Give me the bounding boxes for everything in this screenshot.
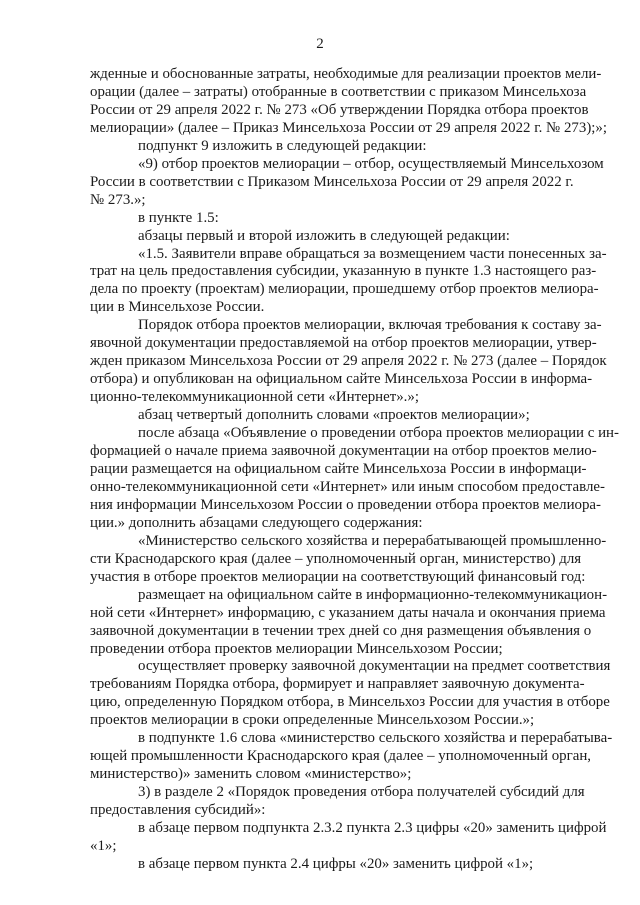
text-line: «9) отбор проектов мелиорации – отбор, осуществляемый Минсельхозом	[138, 155, 604, 172]
paragraph	[90, 66, 620, 138]
text-line: абзацы первый и второй изложить в следующей редакции:	[138, 227, 510, 244]
text-line: формацией о начале приема заявочной документации на отбор проектов мелио-	[90, 443, 597, 460]
paragraph	[90, 784, 620, 820]
text-line: «Министерство сельского хозяйства и перерабатывающей промышленно-	[138, 532, 607, 549]
text-line: онно-телекоммуникационной сети «Интернет» или иным способом предоставле-	[90, 478, 605, 495]
text-line: размещает на официальном сайте в информационно-телекоммуникацион-	[138, 586, 608, 603]
text-line: отбора) и опубликован на официальном сайте Минсельхоза России в информа-	[90, 371, 593, 388]
paragraph	[90, 317, 620, 407]
text-line: подпункт 9 изложить в следующей редакции:	[138, 137, 427, 154]
text-line: дела по проекту (проектам) мелиорации, прошедшему отбор проектов мелиора-	[90, 281, 599, 298]
paragraph	[90, 138, 620, 156]
text-line: министерство)» заменить словом «министерство»;	[90, 766, 412, 783]
text-line: № 273.»;	[90, 191, 146, 208]
text-line: абзац четвертый дополнить словами «проектов мелиорации»;	[138, 407, 530, 424]
text-line: жденные и обоснованные затраты, необходимые для реализации проектов мели-	[90, 66, 602, 82]
text-line: в абзаце первом пункта 2.4 цифры «20» заменить цифрой «1»;	[138, 855, 534, 872]
text-line: предоставления субсидий»:	[90, 802, 266, 819]
text-line: «1.5. Заявители вправе обращаться за возмещением части понесенных за-	[138, 245, 607, 262]
text-line: ния информации Минсельхозом России о проведении отбора проектов мелиора-	[90, 496, 601, 513]
paragraph	[90, 533, 620, 587]
paragraph	[90, 587, 620, 659]
paragraph	[90, 228, 620, 246]
paragraph	[90, 425, 620, 533]
text-line: ционно-телекоммуникационной сети «Интернет».»;	[90, 389, 419, 406]
text-line: проведении отбора проектов мелиорации Минсельхозом России;	[90, 640, 503, 657]
text-line: после абзаца «Объявление о проведении отбора проектов мелиорации с ин-	[138, 425, 619, 442]
text-line: Порядок отбора проектов мелиорации, включая требования к составу за-	[138, 317, 602, 334]
text-line: сти Краснодарского края (далее – уполномоченный орган, министерство) для	[90, 550, 582, 567]
paragraph	[90, 407, 620, 425]
text-line: осуществляет проверку заявочной документации на предмет соответствия	[138, 658, 611, 675]
text-line: в абзаце первом подпункта 2.3.2 пункта 2.3 цифры «20» заменить цифрой	[138, 820, 607, 837]
text-line: «1»;	[90, 837, 117, 854]
text-line: в подпункте 1.6 слова «министерство сельского хозяйства и перерабатыва-	[138, 730, 613, 747]
text-line: ции.» дополнить абзацами следующего содержания:	[90, 514, 423, 531]
text-line: мелиорации» (далее – Приказ Минсельхоза России от 29 апреля 2022 г. № 273);»;	[90, 119, 608, 136]
paragraph	[90, 856, 620, 874]
document-body	[90, 66, 620, 874]
text-line: ной сети «Интернет» информацию, с указанием даты начала и окончания приема	[90, 604, 606, 621]
paragraph	[90, 210, 620, 228]
text-line: 3) в разделе 2 «Порядок проведения отбора получателей субсидий для	[138, 784, 585, 801]
text-line: явочной документации предоставляемой на отбор проектов мелиорации, утвер-	[90, 335, 597, 352]
text-line: цию, определенную Порядком отбора, в Минсельхоз России для участия в отборе	[90, 694, 610, 711]
text-line: проектов мелиорации в сроки определенные Минсельхозом России.»;	[90, 712, 535, 729]
paragraph	[90, 156, 620, 210]
text-line: участия в отборе проектов мелиорации на соответствующий финансовый год:	[90, 568, 586, 585]
paragraph	[90, 658, 620, 730]
text-line: заявочной документации в течении трех дней со дня размещения объявления о	[90, 622, 592, 639]
text-line: в пункте 1.5:	[138, 209, 219, 226]
text-line: рации размещается на официальном сайте Минсельхоза России в информаци-	[90, 460, 587, 477]
paragraph	[90, 246, 620, 318]
text-line: России в соответствии с Приказом Минсельхоза России от 29 апреля 2022 г.	[90, 173, 574, 190]
text-line: России от 29 апреля 2022 г. № 273 «Об утверждении Порядка отбора проектов	[90, 101, 589, 118]
text-line: требованиям Порядка отбора, формирует и направляет заявочную документа-	[90, 676, 585, 693]
text-line: ющей промышленности Краснодарского края (далее – уполномоченный орган,	[90, 748, 592, 765]
text-line: орации (далее – затраты) отобранные в соответствии с приказом Минсельхоза	[90, 83, 587, 100]
text-line: трат на цель предоставления субсидии, указанную в пункте 1.3 настоящего раз-	[90, 263, 597, 280]
paragraph	[90, 820, 620, 856]
page-number: 2	[316, 36, 324, 52]
text-line: жден приказом Минсельхоза России от 29 апреля 2022 г. № 273 (далее – Порядок	[90, 353, 607, 370]
paragraph	[90, 730, 620, 784]
text-line: ции в Минсельхозе России.	[90, 299, 265, 316]
